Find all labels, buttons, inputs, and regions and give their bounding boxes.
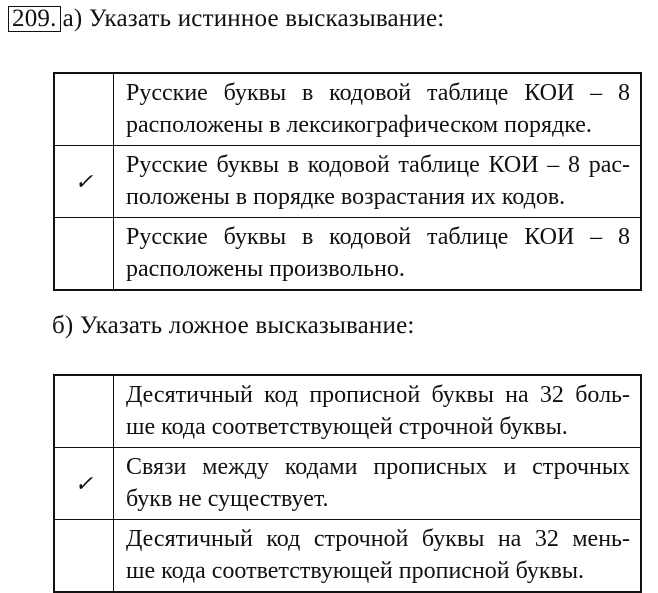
statement-line: Русские буквы в кодовой таблице КОИ – 8 рас- [126,152,630,178]
table-row [55,376,640,447]
answer-checkbox[interactable] [55,218,114,289]
statement-text [114,146,640,217]
statement-text [114,448,640,519]
statement-line: Десятичный код строчной буквы на 32 мень- [126,526,630,552]
table-row [55,145,640,217]
statement-line: букв не существует. [126,486,329,512]
part-b-table [53,374,642,593]
part-a-heading [8,4,444,34]
statement-line: положены в порядке возрастания их кодов. [126,184,566,210]
statement-text [114,218,640,289]
table-row [55,74,640,145]
table-row [55,217,640,289]
answer-checkbox[interactable]: ✓ [55,146,114,217]
answer-checkbox[interactable] [55,376,114,447]
task-number: 209. [8,6,61,32]
table-row [55,447,640,519]
table-row [55,519,640,591]
statement-text [114,376,640,447]
statement-line: ше кода соответствующей прописной буквы. [126,558,585,584]
statement-line: ше кода соответствующей строчной буквы. [126,414,568,440]
statement-line: Десятичный код прописной буквы на 32 боль- [126,382,630,408]
statement-text [114,520,640,591]
statement-line: Связи между кодами прописных и строчных [126,454,630,480]
statement-line: Русские буквы в кодовой таблице КОИ – 8 [126,224,630,250]
statement-line: расположены произвольно. [126,256,405,282]
part-b-heading: б) Указать ложное высказывание: [52,312,415,339]
answer-checkbox[interactable]: ✓ [55,448,114,519]
statement-line: Русские буквы в кодовой таблице КОИ – 8 [126,80,630,106]
statement-line: расположены в лексикографическом порядке. [126,112,592,138]
part-a-table [53,72,642,291]
answer-checkbox[interactable] [55,74,114,145]
statement-text [114,74,640,145]
answer-checkbox[interactable] [55,520,114,591]
part-a-heading-text: а) Указать истинное высказывание: [62,5,445,32]
